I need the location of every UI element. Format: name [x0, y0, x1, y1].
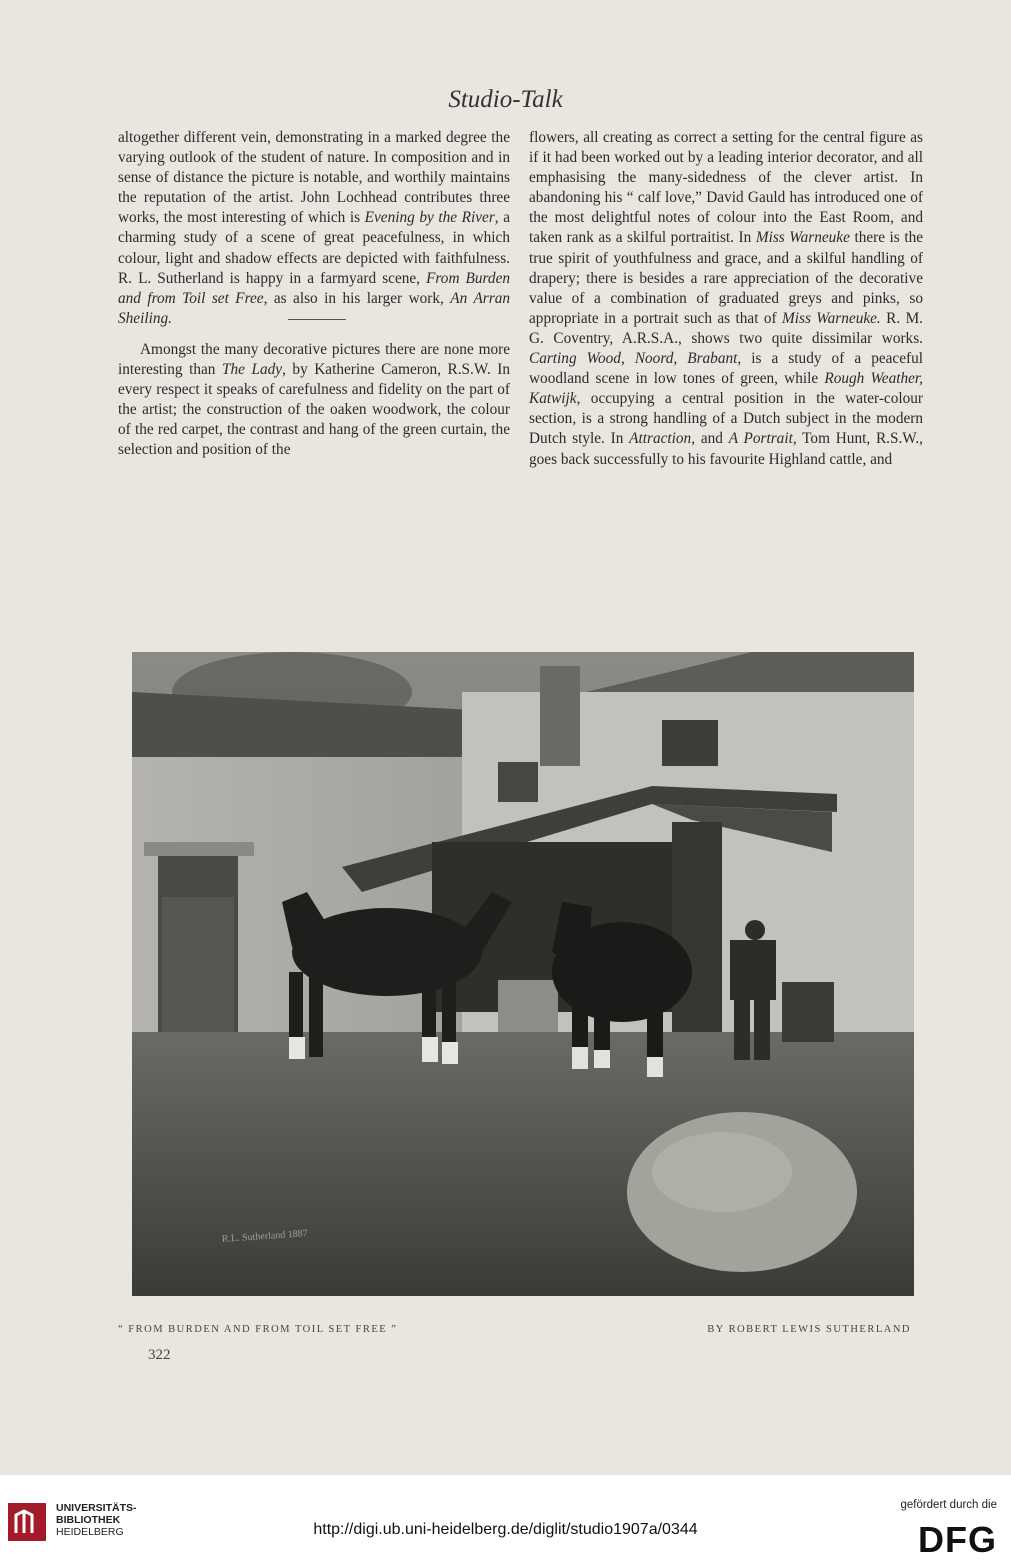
plate-caption-artist: BY ROBERT LEWIS SUTHERLAND	[707, 1324, 911, 1335]
title-miss-warneuke: Miss Warneuke	[755, 229, 850, 247]
title-evening-by-the-river: Evening by the River	[364, 209, 495, 227]
library-name: UNIVERSITÄTS- BIBLIOTHEK HEIDELBERG	[56, 1502, 137, 1538]
source-url[interactable]: http://digi.ub.uni-heidelberg.de/diglit/studio1907a/0344	[313, 1521, 698, 1538]
title-a-portrait: A Portrait	[728, 430, 793, 448]
digitization-footer	[0, 1475, 1011, 1563]
title-miss-warneuke-2: Miss Warneuke.	[782, 309, 881, 327]
svg-text:R.L. Sutherland 1887: R.L. Sutherland 1887	[221, 1228, 309, 1245]
running-title: Studio-Talk	[448, 86, 563, 113]
title-rough-weather: Rough Weather, Katwijk	[529, 370, 923, 408]
farmyard-painting	[132, 652, 914, 1296]
dfg-logo: DFG	[918, 1519, 997, 1560]
left-paragraph-2: Amongst the many decorative pictures there are none more interesting than The Lady, by Katherine Cameron, R.S.W. In every respect it speaks of carefulness and fidelity on the part of the artist; the construction of the oaken woodwork, the colour of the red carpet, the contrast and hang of the green curtain, the selection and position of the	[118, 340, 511, 459]
page-number: 322	[148, 1347, 171, 1363]
funding-label: gefördert durch die	[900, 1499, 997, 1511]
right-paragraph: flowers, all creating as correct a setting for the central figure as if it had been worked out by a leading interior decorator, and all emphasising the many-sidedness of the clever artist. In abandoning his “ calf love,” David Gauld has introduced one of the most delightful notes of colour into the East Room, and taken rank as a skilful portraitist. In Miss Warneuke there is the true spirit of youthfulness and grace, and a skilful handling of drapery; there is besides a rare appreciation of the decorative value of a combination of graduated greys and pinks, so appropriate in a portrait such as that of Miss Warneuke. R. M. G. Coventry, A.R.S.A., shows two quite dissimilar works. Carting Wood, Noord, Brabant, is a study of a peaceful woodland scene in low tones of green, while Rough Weather, Katwijk, occupying a central position in the water-colour section, is a strong handling of a Dutch subject in the modern Dutch style. In Attraction, and A Portrait, Tom Hunt, R.S.W., goes back successfully to his favourite Highland cattle, and	[529, 129, 924, 468]
title-carting-wood: Carting Wood, Noord, Brabant	[529, 350, 738, 368]
right-column	[529, 128, 923, 470]
title-the-lady: The Lady	[221, 361, 283, 379]
section-rule	[288, 319, 346, 320]
painting-plate	[132, 652, 914, 1296]
title-arran-sheiling: An Arran Sheiling.	[118, 289, 510, 327]
left-paragraph-1: altogether different vein, demonstrating in a marked degree the varying outlook of the student of nature. In composition and in sense of distance the picture is notable, and worthily maintains the reputation of the artist. John Lochhead contributes three works, the most interesting of which is Evening by the River, a charming study of a scene of great peacefulness, in which colour, light and shadow effects are depicted with faithfulness. R. L. Sutherland is happy in a farmyard scene, From Burden and from Toil set Free, as also in his larger work, An Arran Sheiling.	[118, 129, 511, 327]
left-column	[118, 128, 510, 461]
title-attraction: Attraction	[629, 430, 692, 448]
plate-caption-title: “ FROM BURDEN AND FROM TOIL SET FREE ”	[118, 1324, 398, 1335]
title-from-burden: From Burden and from Toil set Free	[118, 269, 511, 307]
